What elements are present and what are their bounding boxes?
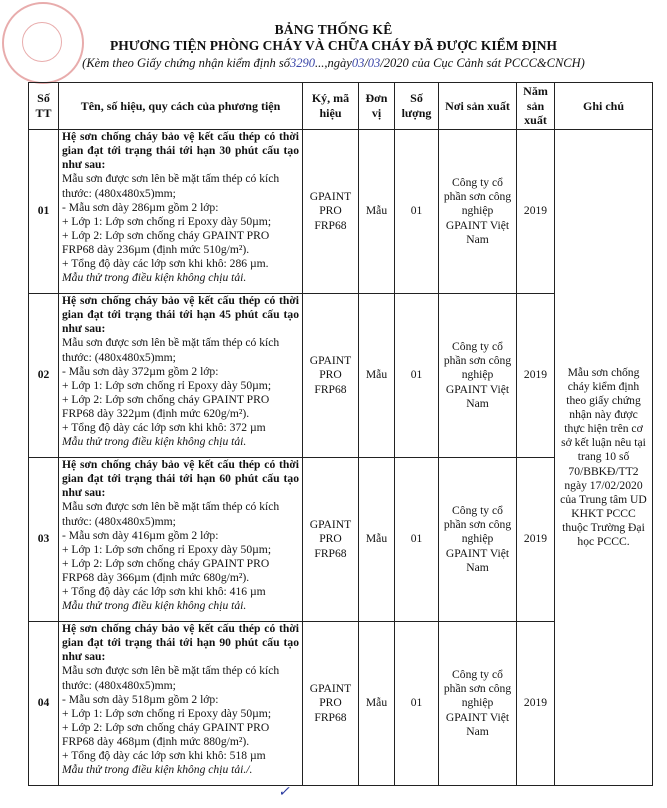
- col-header-stt: Số TT: [29, 83, 59, 130]
- row-line: + Lớp 2: Lớp sơn chống cháy GPAINT PRO FRP68 dày 468µm (định mức 880g/m²).: [62, 720, 270, 749]
- row-line: Mẫu sơn được sơn lên bề mặt tấm thép có kích thước: (480x480x5)mm;: [62, 500, 280, 528]
- handwritten-cert-number: 3290: [290, 56, 315, 70]
- col-header-code: Ký, mã hiệu: [303, 83, 359, 130]
- row-description: [59, 294, 303, 458]
- row-stt: 03: [29, 458, 59, 622]
- row-code: GPAINT PRO FRP68: [303, 294, 359, 458]
- remark-cell: Mẫu sơn chống cháy kiểm định theo giấy chứng nhận này được thực hiện trên cơ sở kết luận nêu tại trang 10 số 70/BBKĐ/TT2 ngày 17/02/2020 của Trung tâm UD KHKT PCCC thuộc Trường Đại học PCCC.: [555, 130, 653, 786]
- row-qty: 01: [395, 622, 439, 786]
- table-row: [29, 130, 653, 294]
- col-header-qty: Số lượng: [395, 83, 439, 130]
- col-header-name: Tên, số hiệu, quy cách của phương tiện: [59, 83, 303, 130]
- row-line: + Tổng độ dày các lớp sơn khi khô: 372 µm: [62, 421, 266, 435]
- row-line: + Tổng độ dày các lớp sơn khi khô: 416 µm: [62, 585, 266, 599]
- row-line: + Lớp 2: Lớp sơn chống cháy GPAINT PRO FRP68 dày 236µm (định mức 510g/m²).: [62, 228, 270, 257]
- row-line: + Lớp 2: Lớp sơn chống cháy GPAINT PRO FRP68 dày 322µm (định mức 620g/m²).: [62, 392, 270, 421]
- row-year: 2019: [517, 458, 555, 622]
- handwritten-month: 03: [367, 56, 381, 70]
- row-qty: 01: [395, 294, 439, 458]
- col-header-remark: Ghi chú: [555, 83, 653, 130]
- row-line: - Mẫu sơn dày 416µm gồm 2 lớp:: [62, 528, 219, 542]
- row-unit: Mẫu: [359, 130, 395, 294]
- row-stt: 02: [29, 294, 59, 458]
- row-unit: Mẫu: [359, 622, 395, 786]
- row-qty: 01: [395, 458, 439, 622]
- row-line: + Lớp 1: Lớp sơn chống rỉ Epoxy dày 50µm;: [62, 214, 272, 228]
- row-line: + Lớp 2: Lớp sơn chống cháy GPAINT PRO FRP68 dày 366µm (định mức 680g/m²).: [62, 556, 270, 585]
- row-code: GPAINT PRO FRP68: [303, 458, 359, 622]
- row-origin: Công ty cổ phần sơn công nghiệp GPAINT Việt Nam: [439, 622, 517, 786]
- row-description: [59, 622, 303, 786]
- row-line: - Mẫu sơn dày 518µm gồm 2 lớp:: [62, 692, 219, 706]
- row-item-name: Hệ sơn chống cháy bảo vệ kết cấu thép có thời gian đạt tới trạng thái tới hạn 90 phút cấu tạo như sau:: [62, 622, 299, 664]
- row-note: Mẫu thử trong điều kiện không chịu tải.: [62, 271, 247, 285]
- row-line: Mẫu sơn được sơn lên bề mặt tấm thép có kích thước: (480x480x5)mm;: [62, 172, 280, 200]
- row-year: 2019: [517, 622, 555, 786]
- row-line: + Lớp 1: Lớp sơn chống rỉ Epoxy dày 50µm;: [62, 542, 272, 556]
- row-note: Mẫu thử trong điều kiện không chịu tải./.: [62, 763, 253, 777]
- row-unit: Mẫu: [359, 294, 395, 458]
- row-item-name: Hệ sơn chống cháy bảo vệ kết cấu thép có thời gian đạt tới trạng thái tới hạn 30 phút cấu tạo như sau:: [62, 130, 299, 172]
- row-line: Mẫu sơn được sơn lên bề mặt tấm thép có kích thước: (480x480x5)mm;: [62, 664, 280, 692]
- row-stt: 01: [29, 130, 59, 294]
- document-reference: (Kèm theo Giấy chứng nhận kiểm định số3290...,ngày03/03/2020 của Cục Cảnh sát PCCC&CNCH): [82, 56, 585, 70]
- row-line: - Mẫu sơn dày 286µm gồm 2 lớp:: [62, 200, 219, 214]
- row-origin: Công ty cổ phần sơn công nghiệp GPAINT Việt Nam: [439, 130, 517, 294]
- row-year: 2019: [517, 130, 555, 294]
- row-stt: 04: [29, 622, 59, 786]
- row-description: [59, 130, 303, 294]
- table-header-row: [29, 83, 653, 130]
- signature-mark: ✓: [278, 785, 290, 800]
- inspection-table: [28, 82, 653, 786]
- row-origin: Công ty cổ phần sơn công nghiệp GPAINT Việt Nam: [439, 458, 517, 622]
- row-year: 2019: [517, 294, 555, 458]
- row-line: - Mẫu sơn dày 372µm gồm 2 lớp:: [62, 364, 219, 378]
- row-code: GPAINT PRO FRP68: [303, 130, 359, 294]
- row-line: Mẫu sơn được sơn lên bề mặt tấm thép có kích thước: (480x480x5)mm;: [62, 336, 280, 364]
- row-item-name: Hệ sơn chống cháy bảo vệ kết cấu thép có thời gian đạt tới trạng thái tới hạn 45 phút cấu tạo như sau:: [62, 294, 299, 336]
- row-qty: 01: [395, 130, 439, 294]
- row-line: + Lớp 1: Lớp sơn chống rỉ Epoxy dày 50µm;: [62, 706, 272, 720]
- document-title: BẢNG THỐNG KÊ: [274, 22, 393, 37]
- col-header-year: Năm sản xuất: [517, 83, 555, 130]
- document-subtitle: PHƯƠNG TIỆN PHÒNG CHÁY VÀ CHỮA CHÁY ĐÃ ĐƯỢC KIỂM ĐỊNH: [109, 38, 557, 53]
- row-note: Mẫu thử trong điều kiện không chịu tải.: [62, 435, 247, 449]
- row-code: GPAINT PRO FRP68: [303, 622, 359, 786]
- row-item-name: Hệ sơn chống cháy bảo vệ kết cấu thép có thời gian đạt tới trạng thái tới hạn 60 phút cấu tạo như sau:: [62, 458, 299, 500]
- col-header-origin: Nơi sản xuất: [439, 83, 517, 130]
- row-line: + Tổng độ dày các lớp sơn khi khô: 286 µm.: [62, 257, 269, 271]
- row-note: Mẫu thử trong điều kiện không chịu tải.: [62, 599, 247, 613]
- handwritten-day: 03: [351, 56, 365, 70]
- col-header-unit: Đơn vị: [359, 83, 395, 130]
- row-line: + Lớp 1: Lớp sơn chống rỉ Epoxy dày 50µm;: [62, 378, 272, 392]
- row-origin: Công ty cổ phần sơn công nghiệp GPAINT Việt Nam: [439, 294, 517, 458]
- row-description: [59, 458, 303, 622]
- row-unit: Mẫu: [359, 458, 395, 622]
- row-line: + Tổng độ dày các lớp sơn khi khô: 518 µm: [62, 749, 266, 763]
